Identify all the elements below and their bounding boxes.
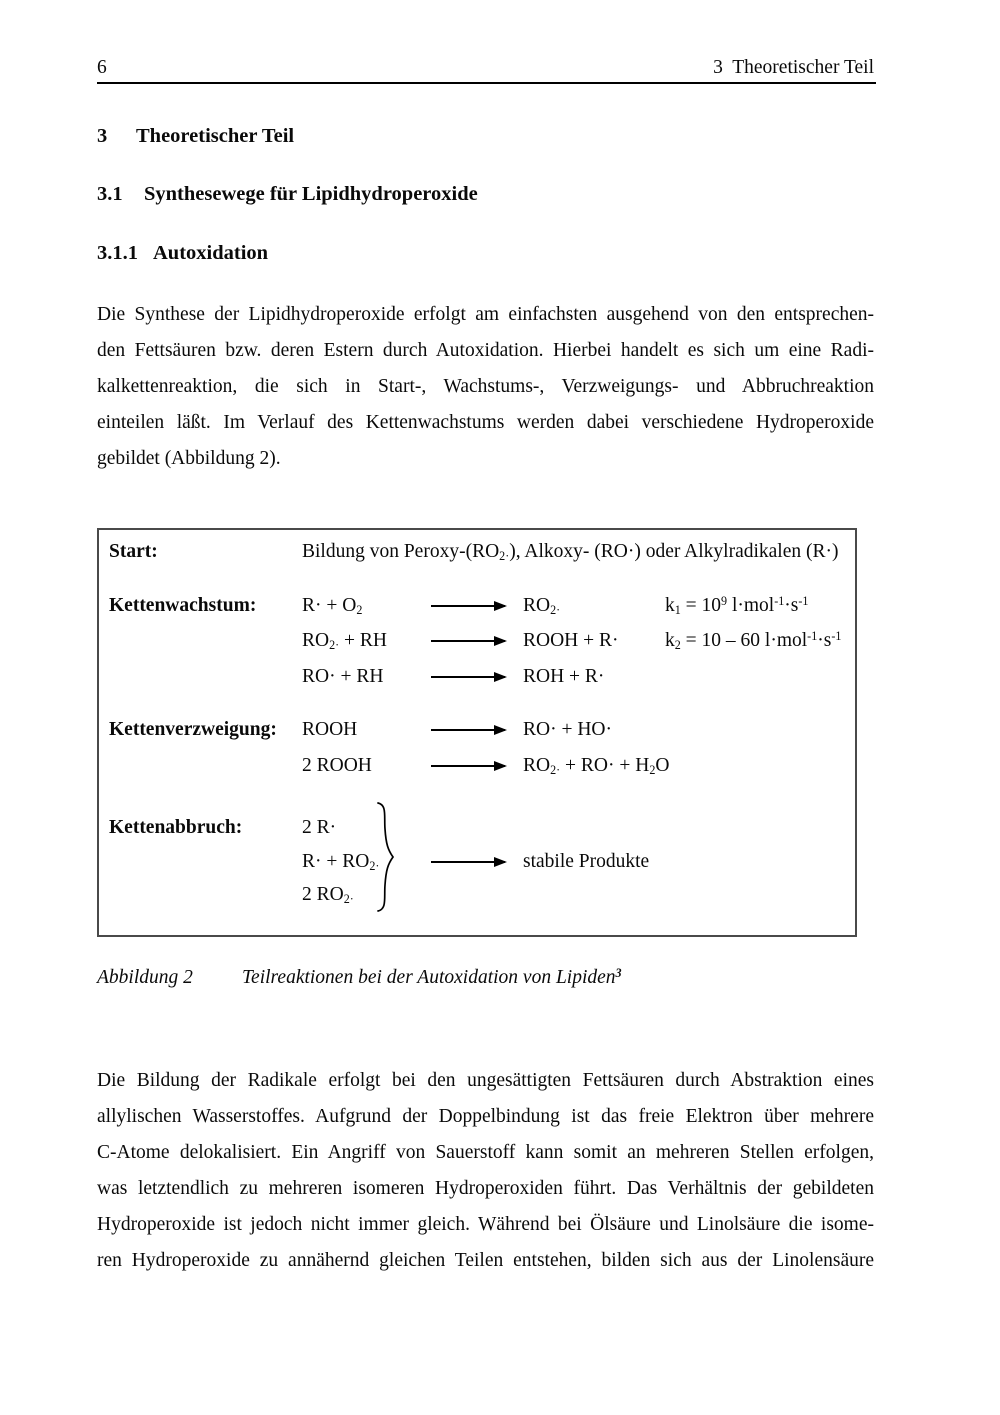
scheme-row-branching-2 xyxy=(99,753,855,780)
termination-label: Kettenabbruch: xyxy=(109,817,243,838)
paragraph-line: allylischen Wasserstoffes. Aufgrund der Doppelbindung ist das freie Elektron über mehrere xyxy=(97,1106,874,1127)
reactant: 2 R· xyxy=(302,817,337,838)
page-header xyxy=(97,56,874,82)
intro-paragraph xyxy=(97,297,874,477)
footnote-reference: 3 xyxy=(615,965,622,980)
start-label: Start: xyxy=(109,541,158,562)
paragraph-line: was letztendlich zu mehreren isomeren Hydroperoxiden führt. Das Verhältnis der gebildeten xyxy=(97,1178,874,1199)
rate-constant: $k_1 = 10^9$ $l\cdot mol^{-1}\cdot s^{-1}$ xyxy=(665,593,809,618)
page-number: 6 xyxy=(97,57,107,78)
reaction-scheme-box xyxy=(97,528,857,937)
paragraph-line: einteilen läßt. Im Verlauf des Kettenwachstums werden dabei verschiedene Hydroperoxide xyxy=(97,412,874,433)
paragraph-line: gebildet (Abbildung 2). xyxy=(97,448,281,469)
paragraph-line: kalkettenreaktion, die sich in Start-, Wachstums-, Verzweigungs- und Abbruchreaktion xyxy=(97,376,874,397)
paragraph-line: den Fettsäuren bzw. deren Estern durch Autoxidation. Hierbei handelt es sich um eine Radi- xyxy=(97,340,874,361)
reactant: RO· + RH xyxy=(302,666,384,687)
reactant: 2 $RO_{2\cdot}$ xyxy=(302,884,354,907)
running-title: 3 Theoretischer Teil xyxy=(713,57,874,78)
growth-label: Kettenwachstum: xyxy=(109,595,257,616)
subsection-number: 3.1.1 xyxy=(97,242,138,264)
section-title: Synthesewege für Lipidhydroperoxide xyxy=(144,183,478,205)
reactant: ROOH xyxy=(302,719,358,740)
section-number: 3.1 xyxy=(97,183,123,205)
scheme-row-termination-2 xyxy=(99,849,855,876)
product: stabile Produkte xyxy=(523,851,650,872)
reactant: $R\cdot + RO_{2\cdot}$ xyxy=(302,851,380,874)
paragraph-line: Hydroperoxide ist jedoch nicht immer gleich. Während bei Ölsäure und Linolsäure die isome- xyxy=(97,1214,874,1235)
chapter-heading xyxy=(97,123,294,149)
branching-label: Kettenverzweigung: xyxy=(109,719,277,740)
reaction-arrow-icon xyxy=(431,861,505,863)
reaction-arrow-icon xyxy=(431,605,505,607)
figure-caption xyxy=(97,964,874,994)
scheme-row-growth-2 xyxy=(99,628,855,655)
reactant: 2 ROOH xyxy=(302,755,372,776)
section-heading xyxy=(97,181,478,207)
paragraph-line: C-Atome delokalisiert. Ein Angriff von Sauerstoff kann somit an mehreren Stellen erfolgen, xyxy=(97,1142,874,1163)
product: RO· + HO· xyxy=(523,719,612,740)
reaction-arrow-icon xyxy=(431,676,505,678)
scheme-row-termination-1 xyxy=(99,815,855,842)
chapter-number: 3 xyxy=(97,125,108,147)
product: $RO_{2\cdot} + RO\cdot + H_2O$ xyxy=(523,755,670,778)
scheme-row-termination-3 xyxy=(99,882,855,909)
reaction-arrow-icon xyxy=(431,640,505,642)
paragraph-line: Die Synthese der Lipidhydroperoxide erfolgt am einfachsten ausgehend von den entsprechen- xyxy=(97,304,874,325)
scheme-row-branching-1 xyxy=(99,717,855,744)
product: ROH + R· xyxy=(523,666,605,687)
chapter-title: Theoretischer Teil xyxy=(136,125,295,147)
reaction-arrow-icon xyxy=(431,765,505,767)
caption-label: Abbildung 2 xyxy=(97,967,193,988)
scheme-row-start xyxy=(99,539,855,566)
product: ROOH + R· xyxy=(523,630,619,651)
caption-text: Teilreaktionen bei der Autoxidation von Lipiden$^3$ xyxy=(242,965,622,988)
reactant: $R\cdot + O_2$ xyxy=(302,595,363,618)
paragraph-line: Die Bildung der Radikale erfolgt bei den ungesättigten Fettsäuren durch Abstraktion eines xyxy=(97,1070,874,1091)
scheme-row-growth-1 xyxy=(99,593,855,620)
rate-constant: $k_2 = 10 - 60$ $l\cdot mol^{-1}\cdot s^{-1}$ xyxy=(665,628,842,653)
paragraph-line: ren Hydroperoxide zu annähernd gleichen Teilen entstehen, bilden sich aus der Linolensäure xyxy=(97,1250,874,1271)
subsection-title: Autoxidation xyxy=(153,242,269,264)
body-paragraph xyxy=(97,1063,874,1279)
scheme-row-growth-3 xyxy=(99,664,855,691)
curly-brace xyxy=(375,801,397,913)
reactant: $RO_{2\cdot}$ + RH xyxy=(302,630,387,653)
start-text: Bildung von Peroxy-$(RO_{2\cdot})$, Alkoxy- (RO·) oder Alkylradikalen (R·) xyxy=(302,541,839,564)
reaction-arrow-icon xyxy=(431,729,505,731)
header-rule xyxy=(97,82,876,84)
subsection-heading xyxy=(97,240,268,266)
product: $RO_{2\cdot}$ xyxy=(523,595,561,618)
